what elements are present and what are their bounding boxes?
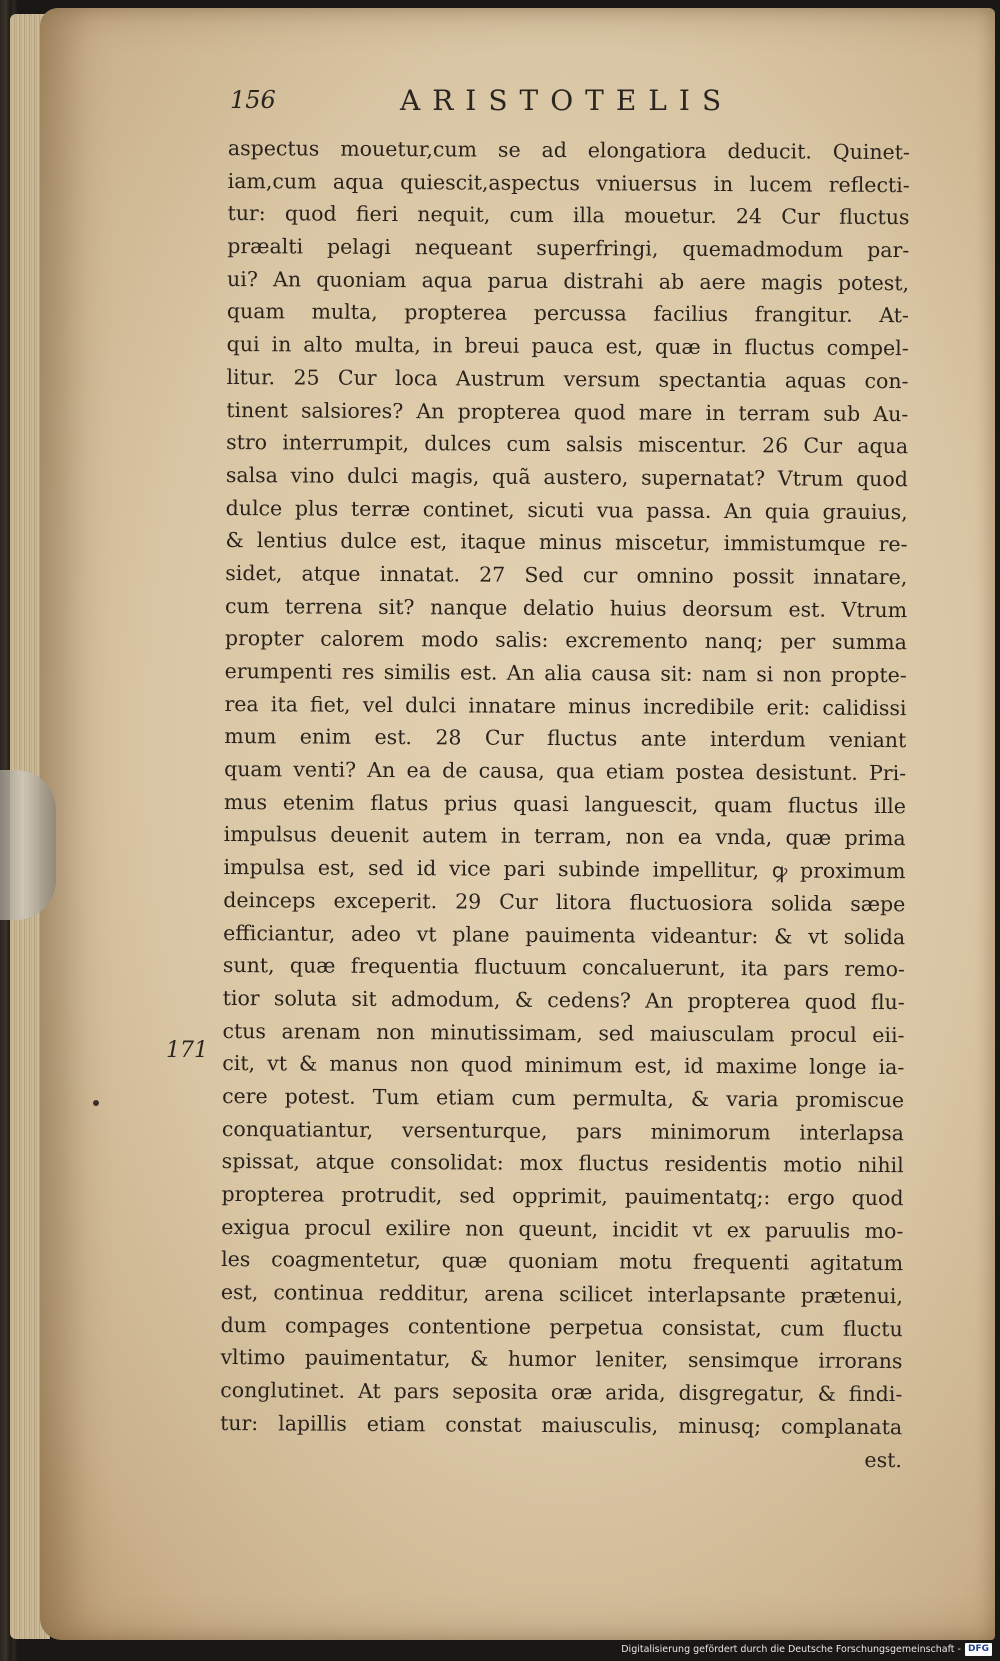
text-line: dum compages contentione perpetua consistat, cum fluctu bbox=[220, 1312, 903, 1341]
text-line: ui? An quoniam aqua parua distrahi ab aere magis potest, bbox=[227, 266, 910, 295]
text-line: efficiantur, adeo vt plane pauimenta videantur: & vt solida bbox=[223, 920, 906, 949]
text-line: cum terrena sit? nanque delatio huius deorsum est. Vtrum bbox=[225, 593, 908, 622]
text-line: mus etenim flatus prius quasi languescit, quam fluctus ille bbox=[223, 789, 906, 818]
text-line: vltimo pauimentatur, & humor leniter, sensimque irrorans bbox=[220, 1345, 903, 1374]
text-line: propterea protrudit, sed opprimit, pauimentatq;: ergo quod bbox=[221, 1181, 904, 1211]
text-line: tur: quod fieri nequit, cum illa mouetur. 24 Cur fluctus bbox=[227, 201, 910, 230]
binding-tie bbox=[0, 770, 56, 920]
text-line: stro interrumpit, dulces cum salsis miscentur. 26 Cur aqua bbox=[226, 430, 909, 459]
text-line-final: est. bbox=[864, 1447, 902, 1472]
text-line: quam venti? An ea de causa, qua etiam postea desistunt. Pri- bbox=[224, 757, 907, 786]
running-title: ARISTOTELIS bbox=[400, 84, 734, 117]
text-line: conquatiantur, versenturque, pars minimorum interlapsa bbox=[221, 1116, 904, 1145]
text-line: qui in alto multa, in breui pauca est, quæ in fluctus compel- bbox=[226, 332, 909, 361]
text-line: sunt, quæ frequentia fluctuum concaluerunt, ita pars remo- bbox=[222, 953, 905, 982]
margin-note: 171 bbox=[166, 1038, 208, 1063]
text-line: cit, vt & manus non quod minimum est, id maxime longe ia- bbox=[222, 1051, 905, 1080]
text-line: salsa vino dulci magis, quã austero, supernatat? Vtrum quod bbox=[225, 462, 908, 492]
text-line: ctus arenam non minutissimam, sed maiusculam procul eii- bbox=[222, 1018, 905, 1047]
text-line: exigua procul exilire non queunt, incidit vt ex paruulis mo- bbox=[221, 1214, 904, 1243]
text-line: præalti pelagi nequeant superfringi, quemadmodum par- bbox=[227, 234, 910, 263]
text-line: les coagmentetur, quæ quoniam motu frequenti agitatum bbox=[221, 1247, 904, 1276]
text-line: tinent salsiores? An propterea quod mare in terram sub Au- bbox=[226, 397, 909, 426]
text-line: cere potest. Tum etiam cum permulta, & varia promiscue bbox=[222, 1083, 905, 1113]
text-line: erumpenti res similis est. An alia causa sit: nam si non propte- bbox=[224, 658, 907, 688]
text-line: mum enim est. 28 Cur fluctus ante interdum veniant bbox=[224, 724, 907, 753]
page-number: 156 bbox=[230, 86, 276, 114]
text-line: propter calorem modo salis: excremento nanq; per summa bbox=[224, 626, 907, 655]
text-line: quam multa, propterea percussa facilius frangitur. At- bbox=[226, 299, 909, 328]
ink-dot bbox=[93, 1100, 99, 1106]
text-line: tur: lapillis etiam constat maiusculis, minusq; complanata bbox=[220, 1410, 903, 1439]
text-line: iam,cum aqua quiescit,aspectus vniuersus in lucem reflecti- bbox=[227, 168, 910, 197]
text-line: conglutinet. At pars seposita oræ arida, disgregatur, & findi- bbox=[220, 1378, 903, 1407]
text-line: spissat, atque consolidat: mox fluctus residentis motio nihil bbox=[221, 1149, 904, 1178]
dfg-logo: DFG bbox=[965, 1643, 992, 1656]
body-text bbox=[220, 132, 910, 1486]
credit-text: Digitalisierung gefördert durch die Deutsche Forschungsgemeinschaft - bbox=[621, 1643, 961, 1655]
text-line: & lentius dulce est, itaque minus miscetur, immistumque re- bbox=[225, 528, 908, 557]
text-line: rea ita fiet, vel dulci innatare minus incredibile erit: calidissi bbox=[224, 691, 907, 720]
text-line: est, continua redditur, arena scilicet interlapsante prætenui, bbox=[220, 1280, 903, 1309]
text-line: aspectus mouetur,cum se ad elongatiora deducit. Quinet- bbox=[227, 135, 910, 165]
text-line: impulsa est, sed id vice pari subinde impellitur, ꝙ proximum bbox=[223, 855, 906, 884]
text-line: dulce plus terræ continet, sicuti vua passa. An quia grauius, bbox=[225, 495, 908, 524]
page-header bbox=[230, 84, 790, 120]
text-line: deinceps exceperit. 29 Cur litora fluctuosiora solida sæpe bbox=[223, 887, 906, 916]
text-line: litur. 25 Cur loca Austrum versum spectantia aquas con- bbox=[226, 364, 909, 393]
digitization-credit bbox=[621, 1641, 992, 1657]
text-line: sidet, atque innatat. 27 Sed cur omnino possit innatare, bbox=[225, 560, 908, 590]
text-line: impulsus deuenit autem in terram, non ea vnda, quæ prima bbox=[223, 822, 906, 851]
text-line: tior soluta sit admodum, & cedens? An propterea quod flu- bbox=[222, 985, 905, 1015]
